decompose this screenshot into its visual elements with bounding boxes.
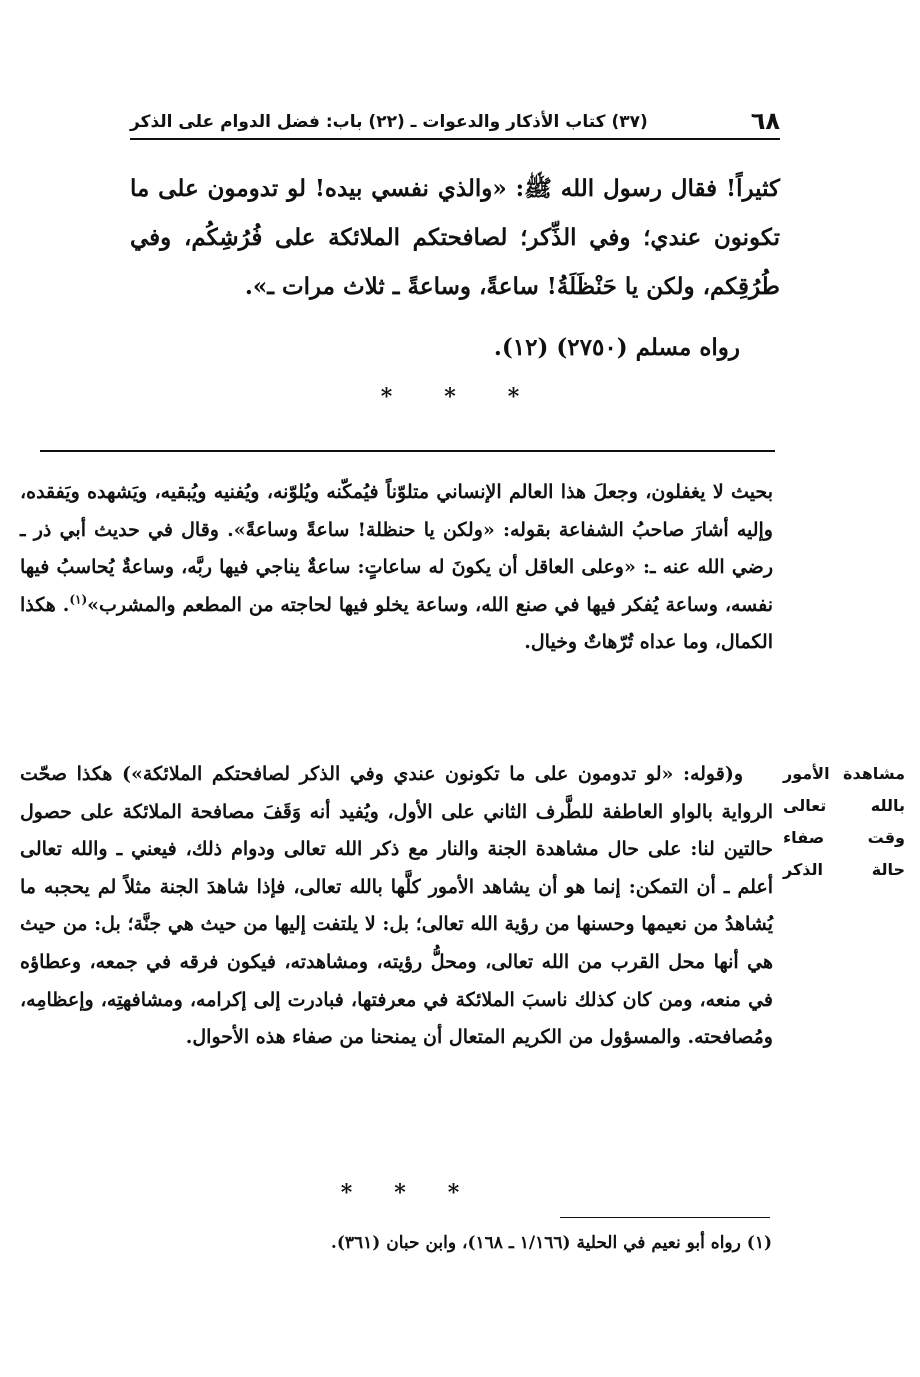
margin-note-line: مشاهدة الأمور <box>783 764 905 783</box>
margin-note <box>783 758 905 886</box>
hadith-paragraph: كثيراً! فقال رسول الله ﷺ: «والذي نفسي بيده! لو تدومون على ما تكونون عندي؛ وفي الذِّكر؛ لصافحتكم الملائكة على فُرُشِكُم، وفي طُرُقِكم، ولكن يا حَنْظَلَةُ! ساعةً، وساعةً ـ ثلاث مرات ـ». <box>130 175 780 300</box>
section-rule <box>40 450 775 452</box>
margin-note-line: حالة الذكر <box>783 860 905 879</box>
star-icon: * <box>507 384 520 410</box>
page-number: ٦٨ <box>750 107 780 135</box>
separator-stars-top <box>300 384 600 410</box>
hadith-text <box>130 164 780 311</box>
running-title: (٣٧) كتاب الأذكار والدعوات ـ (٢٢) باب: فضل الدوام على الذكر <box>130 112 648 132</box>
commentary-text: بحيث لا يغفلون، وجعلَ هذا العالم الإنساني متلوّناً فيُمكّنه ويُلوّنه، ويُفنيه ويُبقيه، ويَشهده ويَفقده، وإليه أشارَ صاحبُ الشفاعة بقوله: «ولكن يا حنظلة! ساعةً وساعةً». وقال في حديث أبي ذر ـ رضي الله عنه ـ: «وعلى العاقل أن يكونَ له ساعاتٍ: ساعةٌ يناجي فيها ربَّه، وساعةٌ يُحاسبُ فيها نفسه، وساعة يُفكر فيها في صنع الله، وساعة يخلو فيها لحاجته من المطعم والمشرب» <box>20 481 773 616</box>
hadith-source: رواه مسلم (٢٧٥٠) (١٢). <box>493 334 740 361</box>
star-icon: * <box>340 1180 353 1206</box>
commentary-text-end: . هكذا الكمال، وما عداه تُرّهاتٌ وخيال. <box>20 593 773 654</box>
separator-stars-bottom <box>300 1180 500 1206</box>
footnote: (١) رواه أبو نعيم في الحلية (١/١٦٦ ـ ١٦٨)، وابن حبان (٣٦١). <box>330 1233 772 1253</box>
margin-note-line: بالله تعالى <box>783 796 905 815</box>
margin-note-line: وقت صفاء <box>783 828 905 847</box>
star-icon: * <box>380 384 393 410</box>
star-icon: * <box>447 1180 460 1206</box>
running-header <box>130 102 780 136</box>
footnote-ref: (١) <box>69 592 88 607</box>
commentary-paragraph-2 <box>20 756 773 1057</box>
header-rule <box>130 138 780 140</box>
commentary-text: و(قوله: «لو تدومون على ما تكونون عندي وفي الذكر لصافحتكم الملائكة») هكذا صحّت الرواية بالواو العاطفة للطَّرف الثاني على الأول، ويُفيد أنه وَقَفَ مصافحة الملائكة على حصول حالتين لنا: على حال مشاهدة الجنة والنار مع ذكر الله تعالى ودوام ذلك، فيعني ـ والله تعالى أعلم ـ أن التمكن: إنما هو أن يشاهد الأمور كلَّها بالله تعالى، فإذا شاهدَ الجنة مثلاً لم يحجبه ما يُشاهدُ من نعيمها وحسنها من رؤية الله تعالى؛ بل: لا يلتفت إليها من حيث هي جنَّة؛ بل: من حيث هي أنها محل القرب من الله تعالى، ومحلُّ رؤيته، ومشاهدته، فيكون فرقه في جمعه، وعطاؤه في منعه، ومن كان كذلك ناسبَ الملائكة في معرفتها، فبادرت إلى إكرامه، ومشافهتِه، وإعظامِه، ومُصافحته. والمسؤول من الكريم المتعال أن يمنحنا من صفاء هذه الأحوال. <box>20 763 773 1049</box>
star-icon: * <box>444 384 456 410</box>
star-icon: * <box>394 1180 406 1206</box>
footnote-rule <box>560 1217 770 1218</box>
commentary-paragraph-1 <box>20 474 773 662</box>
